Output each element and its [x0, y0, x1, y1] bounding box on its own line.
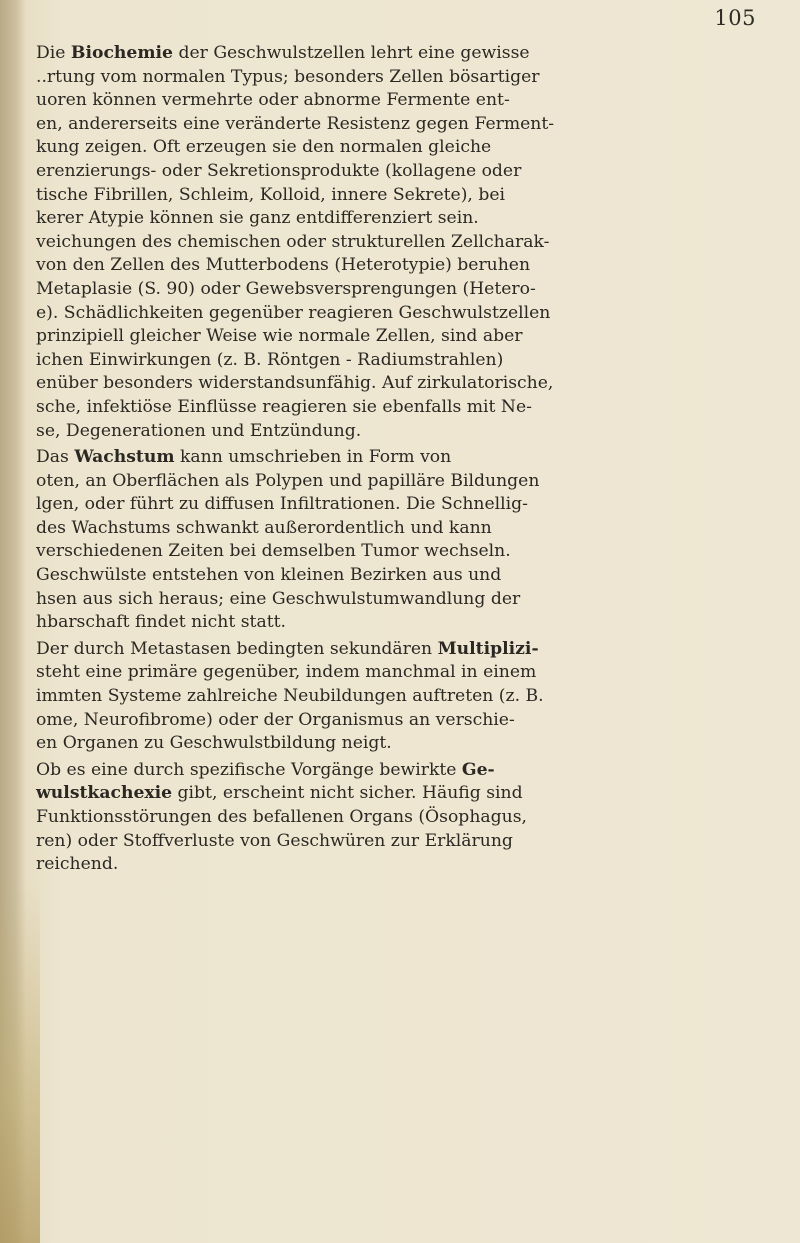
text-run: tische Fibrillen, Schleim, Kolloid, innere Sekrete), bei	[36, 184, 505, 205]
text-run: ren) oder Stoffverluste von Geschwüren zur Erklärung	[36, 830, 513, 851]
text-line	[36, 661, 736, 685]
text-line	[36, 470, 736, 494]
paragraph	[36, 638, 736, 756]
text-line	[36, 89, 736, 113]
text-run: Funktionsstörungen des befallenen Organs (Ösophagus,	[36, 807, 527, 827]
text-line	[36, 759, 736, 783]
text-line	[36, 588, 736, 612]
text-run: uoren können vermehrte oder abnorme Fermente ent-	[36, 90, 510, 111]
paragraph	[36, 759, 736, 877]
text-run: steht eine primäre gegenüber, indem manchmal in einem	[36, 662, 537, 683]
text-line	[36, 420, 736, 444]
text-line	[36, 207, 736, 231]
text-line	[36, 396, 736, 420]
text-run: Das	[36, 447, 75, 468]
text-run: Metaplasie (S. 90) oder Gewebsversprengungen (Hetero-	[36, 278, 536, 299]
text-line	[36, 136, 736, 160]
text-line	[36, 493, 736, 517]
bold-term: Biochemie	[70, 43, 173, 63]
text-line	[36, 685, 736, 709]
bold-term: wulstkachexie	[36, 783, 173, 804]
text-run: gibt, erscheint nicht sicher. Häufig sind	[172, 783, 523, 804]
text-line	[36, 709, 736, 733]
text-run: ichen Einwirkungen (z. B. Röntgen - Radiumstrahlen)	[36, 349, 504, 370]
text-run: immten Systeme zahlreiche Neubildungen auftreten (z. B.	[36, 686, 544, 707]
text-line	[36, 611, 736, 635]
text-run: kerer Atypie können sie ganz entdifferenziert sein.	[36, 208, 479, 229]
text-run: veichungen des chemischen oder strukturellen Zellcharak-	[36, 231, 550, 252]
text-run: hbarschaft findet nicht statt.	[36, 612, 286, 633]
text-run: erenzierungs- oder Sekretionsprodukte (kollagene oder	[36, 160, 522, 181]
text-line	[36, 113, 736, 137]
text-line	[36, 853, 736, 877]
text-run: Ob es eine durch spezifische Vorgänge bewirkte	[36, 759, 462, 780]
text-line	[36, 372, 736, 396]
text-run: Die	[36, 43, 71, 63]
text-line	[36, 66, 736, 90]
text-run: e). Schädlichkeiten gegenüber reagieren Geschwulstzellen	[36, 302, 551, 323]
paragraph	[36, 446, 736, 635]
body-text	[36, 42, 736, 877]
text-run: des Wachstums schwankt außerordentlich und kann	[36, 517, 492, 538]
text-run: ome, Neurofibrome) oder der Organismus an verschie-	[36, 709, 515, 730]
text-line	[36, 325, 736, 349]
text-run: se, Degenerationen und Entzündung.	[36, 420, 362, 441]
text-run: prinzipiell gleicher Weise wie normale Zellen, sind aber	[36, 326, 523, 347]
text-line	[36, 42, 736, 66]
text-run: en Organen zu Geschwulstbildung neigt.	[36, 733, 392, 754]
text-run: lgen, oder führt zu diffusen Infiltrationen. Die Schnellig-	[36, 494, 528, 515]
text-run: Geschwülste entstehen von kleinen Bezirken aus und	[36, 565, 502, 586]
page-stain	[0, 880, 40, 1243]
text-run: enüber besonders widerstandsunfähig. Auf zirkulatorische,	[36, 373, 554, 394]
text-line	[36, 564, 736, 588]
text-line	[36, 278, 736, 302]
bold-term: Ge-	[461, 759, 495, 780]
text-run: ..rtung vom normalen Typus; besonders Zellen bösartiger	[36, 66, 540, 87]
page-number: 105	[714, 6, 756, 30]
text-line	[36, 517, 736, 541]
text-line	[36, 830, 736, 854]
text-run: von den Zellen des Mutterbodens (Heterotypie) beruhen	[36, 255, 531, 276]
text-line	[36, 254, 736, 278]
text-run: hsen aus sich heraus; eine Geschwulstumwandlung der	[36, 588, 521, 609]
text-run: der Geschwulstzellen lehrt eine gewisse	[173, 43, 530, 63]
bold-term: Wachstum	[74, 447, 175, 468]
text-run: kann umschrieben in Form von	[174, 447, 452, 468]
text-line	[36, 231, 736, 255]
text-run: oten, an Oberflächen als Polypen und papilläre Bildungen	[36, 470, 540, 491]
text-line	[36, 160, 736, 184]
text-line	[36, 806, 736, 830]
text-run: kung zeigen. Oft erzeugen sie den normalen gleiche	[36, 137, 492, 158]
text-line	[36, 349, 736, 373]
paragraph	[36, 42, 736, 443]
text-line	[36, 446, 736, 470]
text-line	[36, 302, 736, 326]
bold-term: Multiplizi-	[437, 638, 539, 659]
text-run: Der durch Metastasen bedingten sekundären	[36, 638, 438, 659]
text-run: reichend.	[36, 854, 119, 875]
text-line	[36, 540, 736, 564]
text-run: verschiedenen Zeiten bei demselben Tumor wechseln.	[36, 541, 511, 562]
text-run: sche, infektiöse Einflüsse reagieren sie ebenfalls mit Ne-	[36, 396, 532, 417]
text-line	[36, 184, 736, 208]
text-run: en, andererseits eine veränderte Resistenz gegen Ferment-	[36, 113, 555, 134]
text-line	[36, 638, 736, 662]
text-line	[36, 732, 736, 756]
text-line	[36, 782, 736, 806]
